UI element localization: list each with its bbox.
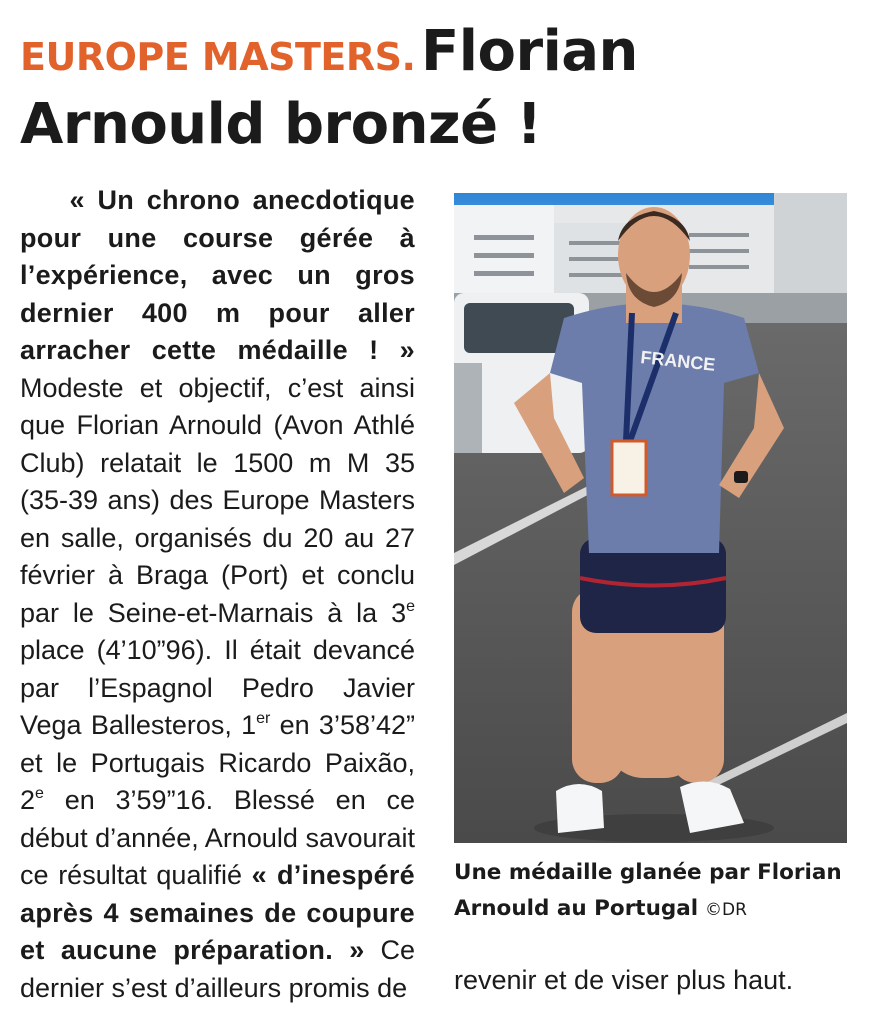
superscript-3e: e xyxy=(406,597,415,615)
headline-kicker: EUROPE MASTERS. xyxy=(20,35,416,79)
body-text-e: Ce dernier s’est d’ailleurs promis de xyxy=(20,935,415,1003)
athlete-photo xyxy=(454,193,847,843)
headline-title: Florian Arnould bronzé ! xyxy=(20,19,638,157)
superscript-2e: e xyxy=(35,785,44,802)
photo-caption xyxy=(454,855,854,928)
superscript-1er: er xyxy=(256,710,271,727)
photo-credit: ©DR xyxy=(705,900,747,920)
article-paragraph xyxy=(20,182,415,1007)
body-text-a: Modeste et objectif, c’est ainsi que Florian Arnould (Avon Athlé Club) relatait le 1500 m M 35 (35-39 ans) des Europe Masters en salle, organisés du 20 au 27 février à Braga (Port) et conclu par le Seine-et-Marnais à la 3 xyxy=(20,372,415,628)
closing-quote: « d’inespéré après 4 semaines de coupure et aucune préparation. » xyxy=(20,860,416,965)
body-text-c: en 3’58’42” et le Portugais Ricardo Paixão, 2 xyxy=(20,710,415,815)
headline xyxy=(20,19,870,168)
body-text-b: place (4’10”96). Il était devancé par l’Espagnol Pedro Javier Vega Ballesteros, 1 xyxy=(20,635,415,740)
shirt-text: FRANCE xyxy=(639,347,717,375)
caption-text: Une médaille glanée par Florian Arnould au Portugal xyxy=(454,860,842,921)
opening-quote: « Un chrono anecdotique pour une course gérée à l’expérience, avec un gros dernier 400 m pour aller arracher cette médaille ! » xyxy=(20,185,415,365)
article-continuation: revenir et de viser plus haut. xyxy=(454,965,794,995)
body-text-d: en 3’59”16. Blessé en ce début d’année, Arnould savourait ce résultat qualifié xyxy=(20,785,415,890)
article-body xyxy=(20,182,415,1007)
